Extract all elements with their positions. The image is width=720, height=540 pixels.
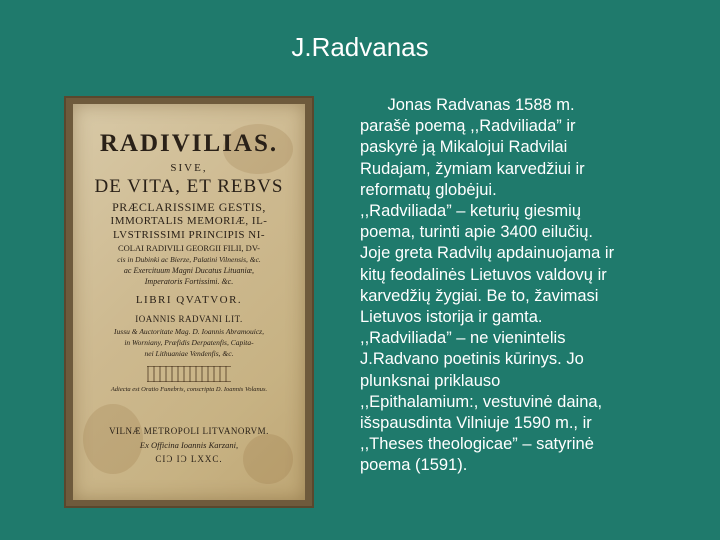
book-page bbox=[73, 104, 305, 500]
body-line: ,,Epithalamium:, vestuvinė daina, bbox=[360, 392, 603, 411]
book-line: RADIVILIAS. bbox=[99, 130, 279, 157]
book-line: DE VITA, ET REBVS bbox=[94, 176, 284, 197]
body-line: poema (1591). bbox=[360, 456, 468, 475]
body-line: poema, turinti apie 3400 eilučių. bbox=[360, 223, 593, 242]
book-line: Adiecta est Oratio Funebris, conscripta D. Ioannis Volanus. bbox=[110, 386, 268, 393]
book-line: cis in Dubinki ac Bierze, Palatini Vilnensis, &c. bbox=[117, 255, 261, 264]
book-title-page-image bbox=[64, 96, 314, 508]
body-line: J.Radvano poetinis kūrinys. Jo bbox=[360, 350, 584, 369]
body-line: ,,Theses theologicae” – satyrinė bbox=[360, 435, 594, 454]
body-line: ,,Radviliada” – ne vienintelis bbox=[360, 329, 566, 348]
book-line: PRÆCLARISSIME GESTIS, bbox=[112, 200, 266, 214]
body-line: išspausdinta Vilniuje 1590 m., ir bbox=[360, 414, 592, 433]
body-line: kitų feodalinės Lietuvos valdovų ir bbox=[360, 265, 607, 284]
book-line: nei Lithuaniae Vendenfis, &c. bbox=[144, 349, 234, 358]
book-line: LIBRI QVATVOR. bbox=[135, 294, 243, 306]
body-line: Rudajam, žymiam karvedžiui ir bbox=[360, 159, 585, 178]
book-line: VILNÆ METROPOLI LITVANORVM. bbox=[109, 426, 269, 436]
body-line: parašė poemą ,,Radviliada” ir bbox=[360, 117, 576, 136]
book-line: LVSTRISSIMI PRINCIPIS NI- bbox=[112, 229, 266, 241]
book-line: IMMORTALIS MEMORIÆ, IL- bbox=[110, 215, 268, 227]
body-line: Joje greta Radvilų apdainuojama ir bbox=[360, 244, 615, 263]
body-line: reformatų globėjui. bbox=[360, 180, 497, 199]
book-line: ac Exercituum Magni Ducatus Lituaniæ, bbox=[123, 266, 255, 275]
slide-title: J.Radvanas bbox=[291, 32, 429, 62]
body-paragraph bbox=[360, 95, 685, 477]
body-line: Lietuvos istorija ir gamta. bbox=[360, 308, 543, 327]
book-line: COLAI RADIVILI GEORGII FILII, DV- bbox=[117, 243, 261, 253]
book-line: IOANNIS RADVANI LIT. bbox=[135, 314, 243, 324]
body-line: ,,Radviliada” – keturių giesmių bbox=[360, 202, 582, 221]
body-line: plunksnai priklauso bbox=[360, 371, 501, 390]
book-line: SIVE, bbox=[170, 162, 208, 174]
book-line: Iussu & Auctoritate Mag. D. Ioannis Abramouicz, bbox=[114, 327, 264, 336]
book-line: CIƆ IƆ LXXC. bbox=[155, 454, 223, 464]
book-line: Ex Officina Ioannis Karzani, bbox=[139, 440, 239, 450]
body-line: paskyrė ją Mikalojui Radvilai bbox=[360, 138, 568, 157]
body-line: Jonas Radvanas 1588 m. bbox=[360, 96, 575, 114]
book-line: in Worniany, Præfidis Derpatenfis, Capita- bbox=[124, 338, 254, 347]
book-ornament bbox=[147, 366, 231, 382]
body-line: karvedžių žygiai. Be to, žavimasi bbox=[360, 286, 599, 305]
book-line: Imperatoris Fortissimi. &c. bbox=[144, 277, 234, 286]
